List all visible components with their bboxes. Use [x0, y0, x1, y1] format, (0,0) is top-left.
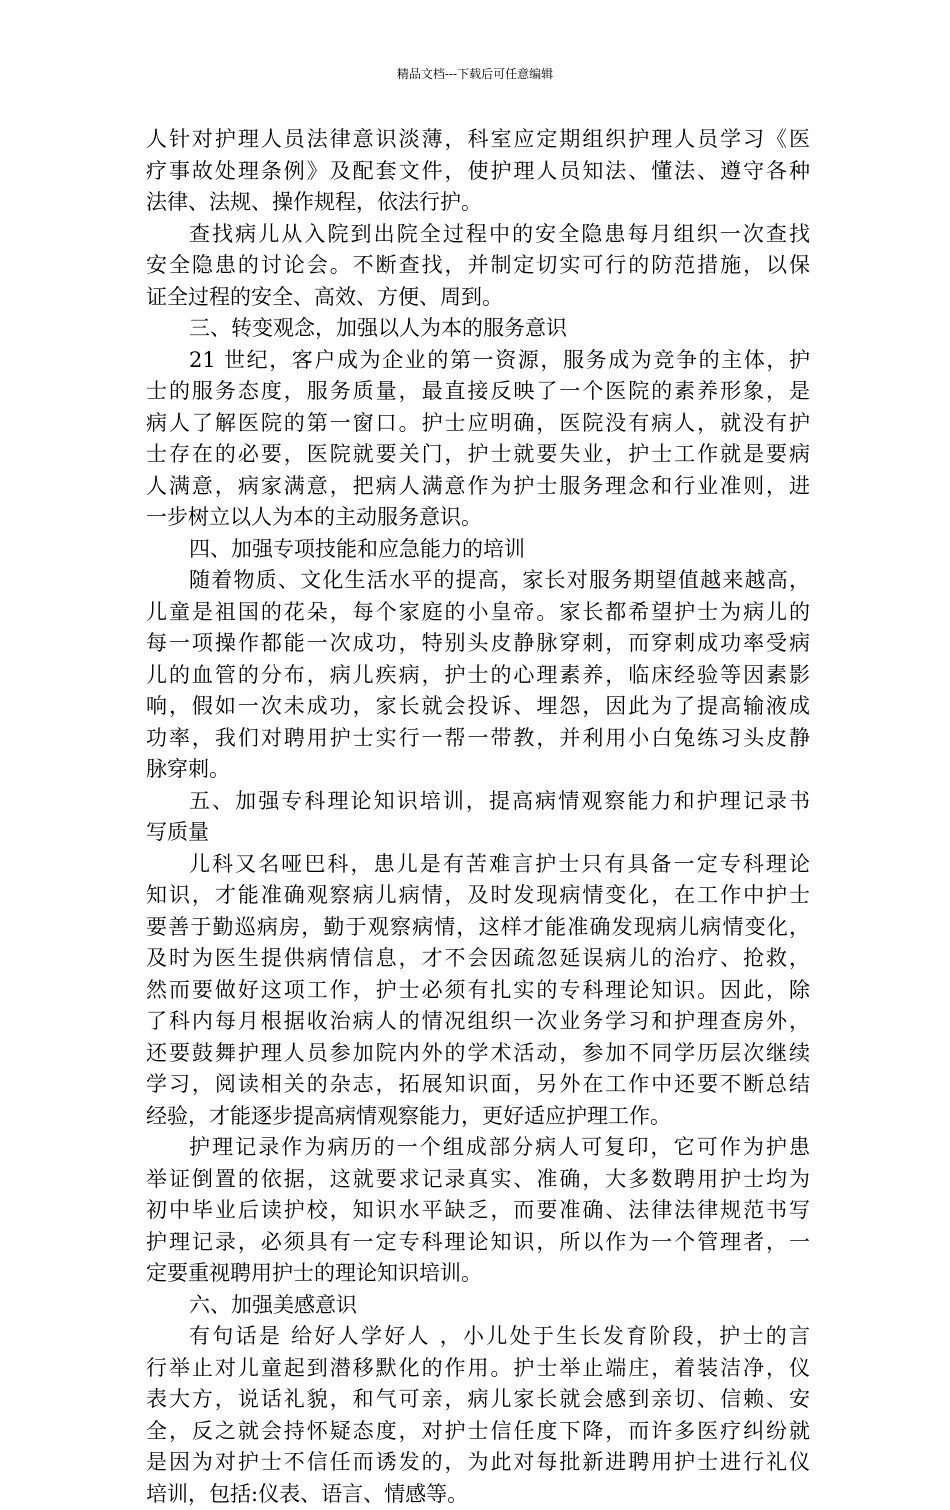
text-line: 病人了解医院的第一窗口。护士应明确，医院没有病人，就没有护 [146, 408, 810, 440]
text-line: 四、加强专项技能和应急能力的培训 [146, 534, 810, 566]
text-line: 学习，阅读相关的杂志，拓展知识面，另外在工作中还要不断总结 [146, 1069, 810, 1101]
text-line: 定要重视聘用护士的理论知识培训。 [146, 1258, 810, 1290]
text-line: 响，假如一次未成功，家长就会投诉、埋怨，因此为了提高输液成 [146, 691, 810, 723]
text-line: 初中毕业后读护校，知识水平缺乏，而要准确、法律法律规范书写 [146, 1195, 810, 1227]
page-header: 精品文档---下载后可任意编辑 [0, 66, 950, 82]
text-line: 随着物质、文化生活水平的提高，家长对服务期望值越来越高， [146, 565, 810, 597]
text-line: 查找病儿从入院到出院全过程中的安全隐患每月组织一次查找 [146, 219, 810, 251]
text-line: 功率，我们对聘用护士实行一帮一带教，并利用小白兔练习头皮静 [146, 723, 810, 755]
text-line: 士存在的必要，医院就要关门，护士就要失业，护士工作就是要病 [146, 439, 810, 471]
text-line: 士的服务态度，服务质量，最直接反映了一个医院的素养形象，是 [146, 376, 810, 408]
text-line: 护理记录，必须具有一定专科理论知识，所以作为一个管理者，一 [146, 1227, 810, 1259]
text-line: 有句话是 给好人学好人 ，小儿处于生长发育阶段，护士的言 [146, 1321, 810, 1353]
text-line: 人满意，病家满意，把病人满意作为护士服务理念和行业准则，进 [146, 471, 810, 503]
text-line: 脉穿刺。 [146, 754, 810, 786]
text-line: 护理记录作为病历的一个组成部分病人可复印，它可作为护患 [146, 1132, 810, 1164]
text-line: 还要鼓舞护理人员参加院内外的学术活动，参加不同学历层次继续 [146, 1038, 810, 1070]
text-line: 然而要做好这项工作，护士必须有扎实的专科理论知识。因此，除 [146, 975, 810, 1007]
text-line: 知识，才能准确观察病儿病情，及时发现病情变化，在工作中护士 [146, 880, 810, 912]
text-line: 五、加强专科理论知识培训，提高病情观察能力和护理记录书 [146, 786, 810, 818]
text-line: 了科内每月根据收治病人的情况组织一次业务学习和护理查房外， [146, 1006, 810, 1038]
text-line: 儿童是祖国的花朵，每个家庭的小皇帝。家长都希望护士为病儿的 [146, 597, 810, 629]
text-line: 全，反之就会持怀疑态度，对护士信任度下降，而许多医疗纠纷就 [146, 1416, 810, 1448]
text-line: 及时为医生提供病情信息，才不会因疏忽延误病儿的治疗、抢救， [146, 943, 810, 975]
text-line: 三、转变观念，加强以人为本的服务意识 [146, 313, 810, 345]
text-line: 证全过程的安全、高效、方便、周到。 [146, 282, 810, 314]
text-line: 要善于勤巡病房，勤于观察病情，这样才能准确发现病儿病情变化， [146, 912, 810, 944]
text-line: 一步树立以人为本的主动服务意识。 [146, 502, 810, 534]
text-line: 儿科又名哑巴科，患儿是有苦难言护士只有具备一定专科理论 [146, 849, 810, 881]
text-line: 儿的血管的分布，病儿疾病，护士的心理素养，临床经验等因素影 [146, 660, 810, 692]
text-line: 写质量 [146, 817, 810, 849]
text-line: 六、加强美感意识 [146, 1290, 810, 1322]
text-line: 人针对护理人员法律意识淡薄，科室应定期组织护理人员学习《医 [146, 124, 810, 156]
text-line: 表大方，说话礼貌，和气可亲，病儿家长就会感到亲切、信赖、安 [146, 1384, 810, 1416]
text-line: 疗事故处理条例》及配套文件，使护理人员知法、懂法、遵守各种 [146, 156, 810, 188]
text-line: 培训，包括:仪表、语言、情感等。 [146, 1479, 810, 1510]
text-line: 安全隐患的讨论会。不断查找，并制定切实可行的防范措施，以保 [146, 250, 810, 282]
text-line: 举证倒置的依据，这就要求记录真实、准确，大多数聘用护士均为 [146, 1164, 810, 1196]
text-line: 经验，才能逐步提高病情观察能力，更好适应护理工作。 [146, 1101, 810, 1133]
text-line: 每一项操作都能一次成功，特别头皮静脉穿刺，而穿刺成功率受病 [146, 628, 810, 660]
text-line: 法律、法规、操作规程，依法行护。 [146, 187, 810, 219]
text-line: 是因为对护士不信任而诱发的，为此对每批新进聘用护士进行礼仪 [146, 1447, 810, 1479]
text-line: 行举止对儿童起到潜移默化的作用。护士举止端庄，着装洁净，仪 [146, 1353, 810, 1385]
document-body [146, 124, 810, 1510]
text-line: 21 世纪，客户成为企业的第一资源，服务成为竞争的主体，护 [146, 345, 810, 377]
